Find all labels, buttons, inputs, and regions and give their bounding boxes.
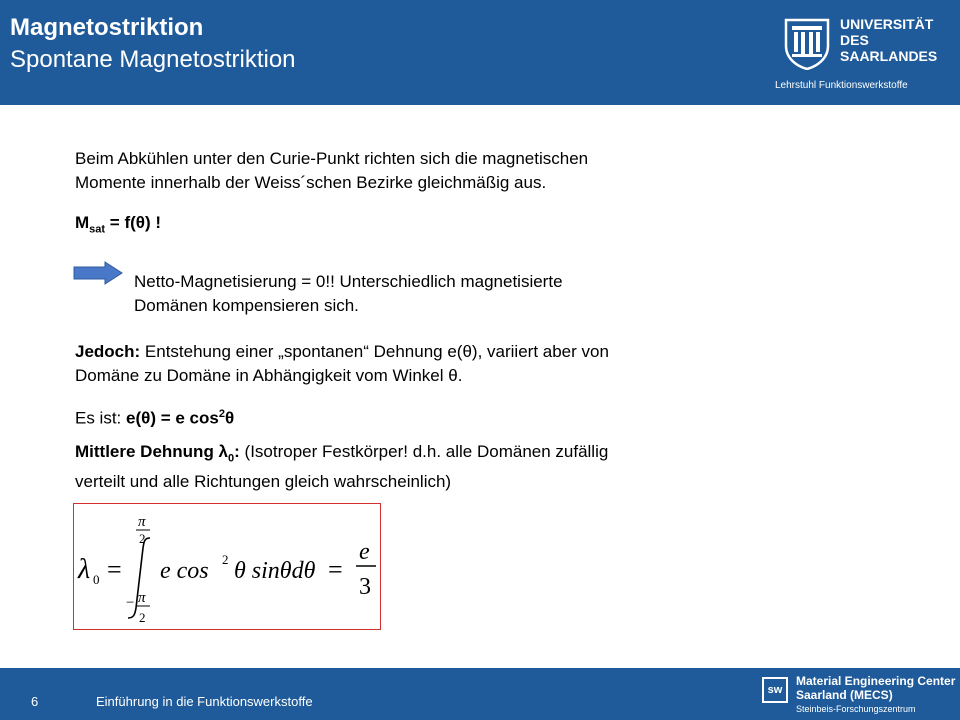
university-seal-icon (782, 16, 832, 70)
formula-integrand: e cos (160, 558, 209, 584)
paragraph-mean-strain: Mittlere Dehnung $\lambda_0$: (Isotroper Festkörper! d.h. alle Domänen zufällig verteilt und alle Richtungen gleich wahrscheinlich) (75, 442, 609, 492)
header-bar (0, 0, 960, 105)
msat-statement: $M_{sat} = f(\theta)$ ! (75, 213, 162, 236)
university-logo (782, 14, 938, 74)
slide-subtitle: Spontane Magnetostriktion (10, 46, 296, 73)
formula-integrand-sup: 2 (222, 552, 229, 567)
mecs-icon: sw (762, 677, 788, 703)
mecs-tagline: Steinbeis-Forschungszentrum (796, 704, 916, 714)
formula-lower-minus: − (126, 595, 135, 611)
right-arrow-icon (73, 261, 123, 285)
formula-integrand-rest: θ sinθdθ (234, 558, 316, 584)
formula-eq2: = (328, 555, 343, 584)
paragraph-spontaneous-strain: Jedoch: Entstehung einer „spontanen“ Dehnung e(θ), variiert aber von Domäne zu Domäne in Abhängigkeit vom Winkel θ. (75, 342, 609, 385)
formula-rhs-den: 3 (359, 574, 371, 600)
formula-eq1: = (107, 555, 122, 584)
formula-lambda-sub: 0 (93, 572, 100, 587)
paragraph-curie: Beim Abkühlen unter den Curie-Punkt richten sich die magnetischen Momente innerhalb der Weiss´schen Bezirke gleichmäßig aus. (75, 149, 589, 192)
page-number: 6 (31, 694, 39, 709)
formula-rhs-num: e (359, 539, 370, 565)
mecs-name: Material Engineering Center Saarland (MECS) (796, 674, 956, 702)
net-magnetization-text: Netto-Magnetisierung = 0!! Unterschiedlich magnetisierte Domänen kompensieren sich. (134, 272, 563, 315)
university-name: UNIVERSITÄT DES SAARLANDES (840, 16, 938, 64)
strain-formula-line: Es ist: e(θ) = e $\cos^2\theta$ (75, 408, 235, 428)
slide-title: Magnetostriktion (10, 14, 204, 41)
mean-strain-formula (73, 503, 381, 630)
formula-upper-den: 2 (139, 531, 146, 546)
formula-lower-num: π (138, 590, 146, 606)
footer-bar (0, 668, 960, 720)
formula-lower-den: 2 (139, 610, 146, 625)
mecs-logo (762, 674, 956, 716)
chair-label: Lehrstuhl Funktionswerkstoffe (775, 80, 908, 91)
formula-upper-num: π (138, 514, 146, 530)
footer-title: Einführung in die Funktionswerkstoffe (96, 694, 313, 709)
formula-lambda: λ (78, 554, 91, 585)
